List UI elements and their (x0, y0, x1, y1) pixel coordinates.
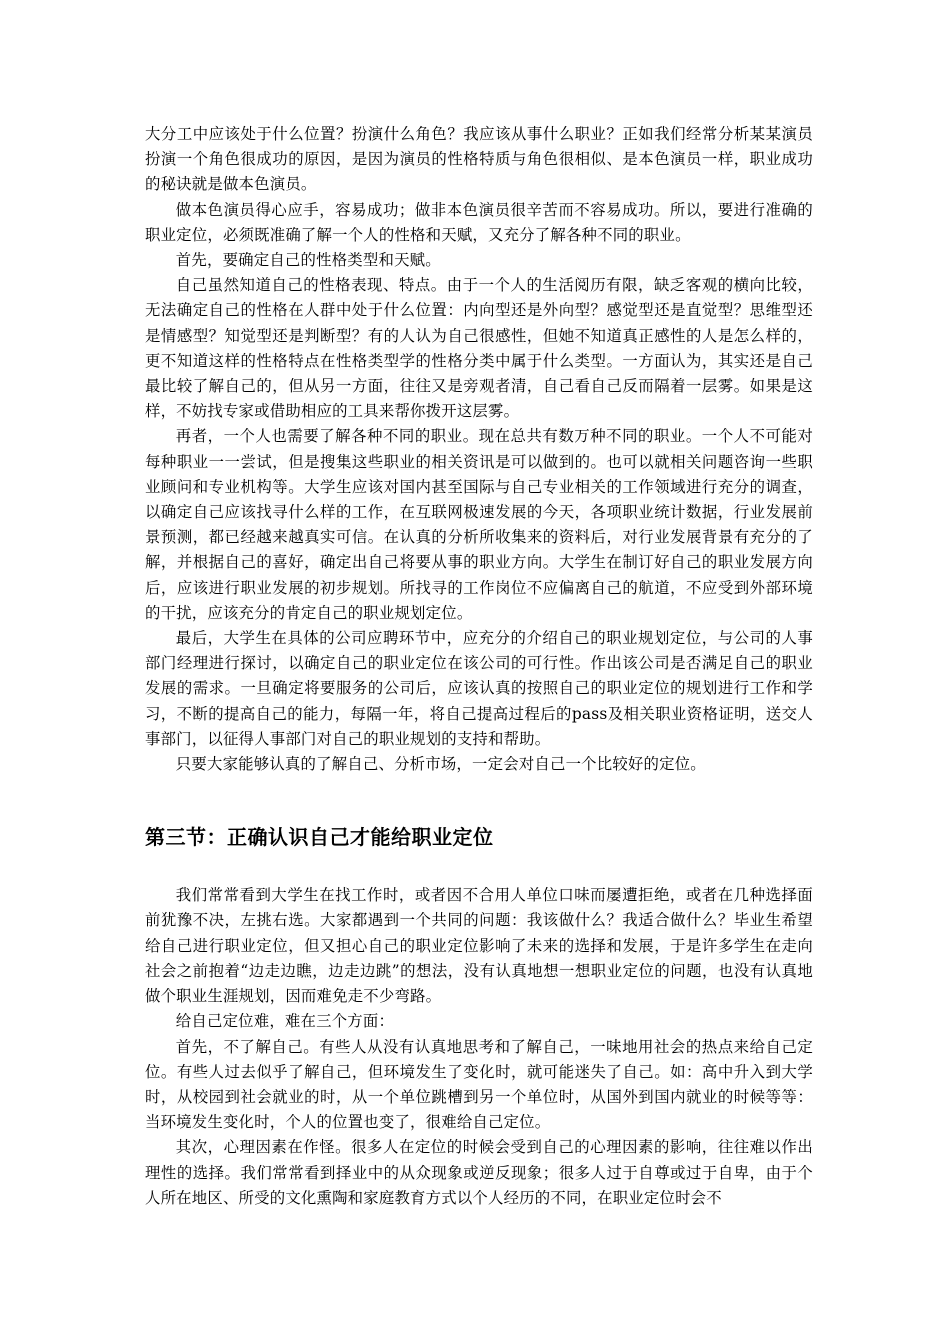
paragraph: 我们常常看到大学生在找工作时，或者因不合用人单位口味而屡遭拒绝，或者在几种选择面前犹豫不决，左挑右选。大家都遇到一个共同的问题：我该做什么？我适合做什么？毕业生希望给自己进行职业定位，但又担心自己的职业定位影响了未来的选择和发展，于是许多学生在走向社会之前抱着“边走边瞧，边走边跳”的想法，没有认真地想一想职业定位的问题，也没有认真地做个职业生涯规划，因而难免走不少弯路。 (145, 886, 813, 1006)
section-heading: 第三节：正确认识自己才能给职业定位 (145, 825, 494, 850)
paragraph: 首先，不了解自己。有些人从没有认真地思考和了解自己，一味地用社会的热点来给自己定位。有些人过去似乎了解自己，但环境发生了变化时，就可能迷失了自己。如：高中升入到大学时，从校园到社会就业的时，从一个单位跳槽到另一个单位时，从国外到国内就业的时候等等：当环境发生变化时，个人的位置也变了，很难给自己定位。 (145, 1037, 813, 1132)
document-page (145, 122, 813, 1211)
paragraph: 做本色演员得心应手，容易成功；做非本色演员很辛苦而不容易成功。所以，要进行准确的职业定位，必须既准确了解一个人的性格和天赋，又充分了解各种不同的职业。 (145, 200, 813, 244)
paragraph-continuation: 大分工中应该处于什么位置？扮演什么角色？我应该从事什么职业？正如我们经常分析某某演员扮演一个角色很成功的原因，是因为演员的性格特质与角色很相似、是本色演员一样，职业成功的秘诀就是做本色演员。 (145, 125, 813, 194)
paragraph: 首先，要确定自己的性格类型和天赋。 (175, 251, 441, 270)
paragraph: 只要大家能够认真的了解自己、分析市场，一定会对自己一个比较好的定位。 (175, 755, 706, 774)
paragraph: 自己虽然知道自己的性格表现、特点。由于一个人的生活阅历有限，缺乏客观的横向比较，无法确定自己的性格在人群中处于什么位置：内向型还是外向型？感觉型还是直觉型？思维型还是情感型？知觉型还是判断型？有的人认为自己很感性，但她不知道真正感性的人是怎么样的，更不知道这样的性格特点在性格类型学的性格分类中属于什么类型。一方面认为，其实还是自己最比较了解自己的，但从另一方面，往往又是旁观者清，自己看自己反而隔着一层雾。如果是这样，不妨找专家或借助相应的工具来帮你拨开这层雾。 (145, 276, 813, 421)
paragraph: 最后，大学生在具体的公司应聘环节中，应充分的介绍自己的职业规划定位，与公司的人事部门经理进行探讨，以确定自己的职业定位在该公司的可行性。作出该公司是否满足自己的职业发展的需求。一旦确定将要服务的公司后，应该认真的按照自己的职业定位的规划进行工作和学习，不断的提高自己的能力，每隔一年，将自己提高过程后的pass及相关职业资格证明，送交人事部门，以征得人事部门对自己的职业规划的支持和帮助。 (145, 629, 813, 748)
paragraph: 其次，心理因素在作怪。很多人在定位的时候会受到自己的心理因素的影响，往往难以作出理性的选择。我们常常看到择业中的从众现象或逆反现象；很多人过于自尊或过于自卑，由于个人所在地区、所受的文化熏陶和家庭教育方式以个人经历的不同，在职业定位时会不 (145, 1138, 813, 1207)
paragraph: 给自己定位难，难在三个方面： (175, 1012, 395, 1031)
paragraph: 再者，一个人也需要了解各种不同的职业。现在总共有数万种不同的职业。一个人不可能对每种职业一一尝试，但是搜集这些职业的相关资讯是可以做到的。也可以就相关问题咨询一些职业顾问和专业机构等。大学生应该对国内甚至国际与自己专业相关的工作领域进行充分的调查，以确定自己应该找寻什么样的工作，在互联网极速发展的今天，各项职业统计数据，行业发展前景预测，都已经越来越真实可信。在认真的分析所收集来的资料后，对行业发展背景有充分的了解，并根据自己的喜好，确定出自己将要从事的职业方向。大学生在制订好自己的职业发展方向后，应该进行职业发展的初步规划。所找寻的工作岗位不应偏离自己的航道，不应受到外部环境的干扰，应该充分的肯定自己的职业规划定位。 (145, 427, 813, 622)
